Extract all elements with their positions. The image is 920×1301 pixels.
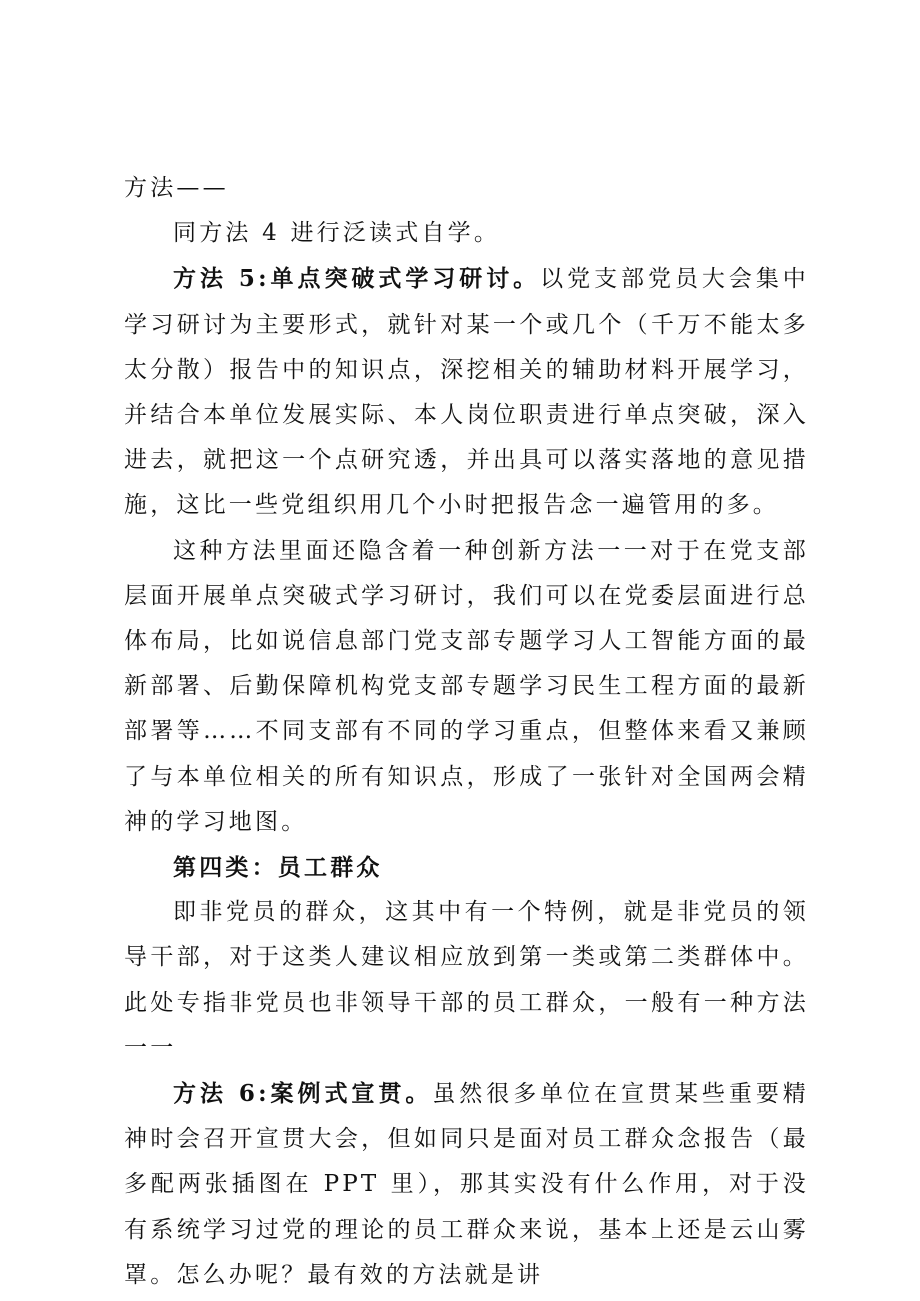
paragraph-same-method: 同方法 4 进行泛读式自学。 [173,220,501,247]
section-heading-category-4: 第四类：员工群众 [173,854,383,882]
document-page [124,166,809,1298]
paragraph-staff-masses: 即非党员的群众，这其中有一个特例，就是非党员的领导干部，对于这类人建议相应放到第一类或第二类群体中。此处专指非党员也非领导干部的员工群众，一般有一种方法一一 [124,899,809,1061]
paragraph-method-6 [124,1071,809,1298]
paragraph-continuation: 方法—— [124,175,229,201]
paragraph-method-5 [124,256,809,528]
paragraph-innovation: 这种方法里面还隐含着一种创新方法一一对于在党支部层面开展单点突破式学习研讨，我们可以在党委层面进行总体布局，比如说信息部门党支部专题学习人工智能方面的最新部署、后勤保障机构党支部专题学习民生工程方面的最新部署等……不同支部有不同的学习重点，但整体来看又兼顾了与本单位相关的所有知识点，形成了一张针对全国两会精神的学习地图。 [124,537,809,835]
method-6-body: 虽然很多单位在宣贯某些重要精神时会召开宣贯大会，但如同只是面对员工群众念报告（最多配两张插图在 PPT 里），那其实没有什么作用，对于没有系统学习过党的理论的员工群众来说，基本上还是云山雾罩。怎么办呢？最有效的方法就是讲 [124,1081,809,1288]
method-5-body: 以党支部党员大会集中学习研讨为主要形式，就针对某一个或几个（千万不能太多太分散）报告中的知识点，深挖相关的辅助材料开展学习，并结合本单位发展实际、本人岗位职责进行单点突破，深入进去，就把这一个点研究透，并出具可以落实落地的意见措施，这比一些党组织用几个小时把报告念一遍管用的多。 [124,266,809,519]
method-6-heading: 方法 6:案例式宣贯。 [173,1080,433,1108]
method-5-heading: 方法 5:单点突破式学习研讨。 [173,265,541,293]
